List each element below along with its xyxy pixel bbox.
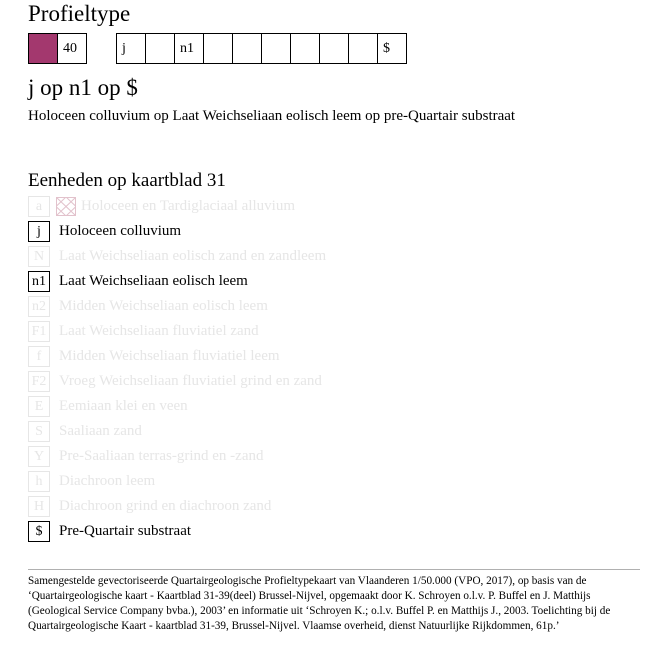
profile-cell-7 bbox=[290, 33, 320, 64]
unit-row bbox=[28, 221, 181, 241]
profile-strip bbox=[28, 33, 407, 63]
unit-row bbox=[28, 246, 326, 266]
profile-cell-2 bbox=[145, 33, 175, 64]
profile-color-swatch bbox=[28, 33, 58, 64]
unit-code-box: $ bbox=[28, 521, 50, 542]
unit-code-box: H bbox=[28, 496, 50, 517]
unit-code-box: F2 bbox=[28, 371, 50, 392]
unit-row bbox=[28, 421, 142, 441]
unit-label: Laat Weichseliaan fluviatiel zand bbox=[59, 322, 259, 339]
profile-number-cell bbox=[57, 33, 87, 64]
profile-description: Holoceen colluvium op Laat Weichseliaan eolisch leem op pre-Quartair substraat bbox=[28, 108, 516, 124]
unit-row bbox=[28, 296, 268, 316]
hatch-pattern-icon bbox=[56, 197, 76, 216]
unit-label: Eemiaan klei en veen bbox=[59, 397, 188, 414]
unit-code-box: n1 bbox=[28, 271, 50, 292]
profile-cell-label: $ bbox=[383, 41, 390, 56]
unit-row bbox=[28, 196, 295, 216]
unit-row bbox=[28, 321, 259, 341]
unit-code-box: h bbox=[28, 471, 50, 492]
unit-row bbox=[28, 346, 280, 366]
unit-label: Holoceen colluvium bbox=[59, 222, 182, 239]
unit-code-box: f bbox=[28, 346, 50, 367]
page-title: Profieltype bbox=[28, 1, 131, 26]
unit-row bbox=[28, 371, 322, 391]
unit-code-box: N bbox=[28, 246, 50, 267]
unit-label: Midden Weichseliaan fluviatiel leem bbox=[59, 347, 280, 364]
profile-cell-4 bbox=[203, 33, 233, 64]
unit-label: Vroeg Weichseliaan fluviatiel grind en zand bbox=[59, 372, 322, 389]
profile-cell-6 bbox=[261, 33, 291, 64]
profile-number: 40 bbox=[63, 41, 77, 56]
unit-code-box: n2 bbox=[28, 296, 50, 317]
unit-label: Diachroon grind en diachroon zand bbox=[59, 497, 272, 514]
unit-code-box: F1 bbox=[28, 321, 50, 342]
unit-label: Diachroon leem bbox=[59, 472, 156, 489]
unit-row bbox=[28, 496, 271, 516]
profile-cell-5 bbox=[232, 33, 262, 64]
unit-row bbox=[28, 471, 155, 491]
unit-label: Pre-Saaliaan terras-grind en -zand bbox=[59, 447, 264, 464]
profile-cell-1 bbox=[116, 33, 146, 64]
unit-row bbox=[28, 396, 188, 416]
unit-row bbox=[28, 521, 191, 541]
profile-cell-8 bbox=[319, 33, 349, 64]
unit-label: Midden Weichseliaan eolisch leem bbox=[59, 297, 268, 314]
unit-label: Holoceen en Tardiglaciaal alluvium bbox=[81, 197, 296, 214]
unit-row bbox=[28, 271, 248, 291]
unit-label: Laat Weichseliaan eolisch zand en zandleem bbox=[59, 247, 327, 264]
profile-cell-10 bbox=[377, 33, 407, 64]
unit-code-box: Y bbox=[28, 446, 50, 467]
profile-cell-3 bbox=[174, 33, 204, 64]
unit-code-box: E bbox=[28, 396, 50, 417]
footer-citation: Samengestelde gevectoriseerde Quartairgeologische Profieltypekaart van Vlaanderen 1/50.000 (VPO, 2017), op basis van de ‘Quartairgeologische kaart - Kaartblad 31-39(deel) Brussel-Nijvel, opgemaakt door K. Schroyen o.l.v. P. Buffel en J. Matthijs (Geological Service Company bvba.), 2003’ en informatie uit ‘Schroyen K.; o.l.v. Buffel P. en Matthijs J., 2003. Toelichting bij de Quartairgeologische Kaart - kaartblad 31-39, Brussel-Nijvel. Vlaamse overheid, dienst Natuurlijke Rijkdommen, 61p.’ bbox=[28, 575, 611, 632]
unit-row bbox=[28, 446, 264, 466]
profile-code-heading: j op n1 op $ bbox=[28, 75, 138, 100]
unit-label: Saaliaan zand bbox=[59, 422, 142, 439]
profile-cell-label: n1 bbox=[180, 41, 194, 56]
unit-label: Laat Weichseliaan eolisch leem bbox=[59, 272, 248, 289]
profile-cell-label: j bbox=[122, 41, 126, 56]
unit-code-box: j bbox=[28, 221, 50, 242]
unit-code-box: S bbox=[28, 421, 50, 442]
unit-code-box: a bbox=[28, 196, 50, 217]
units-heading: Eenheden op kaartblad 31 bbox=[28, 170, 226, 191]
footer-divider bbox=[28, 569, 640, 570]
unit-label: Pre-Quartair substraat bbox=[59, 522, 192, 539]
profile-cell-9 bbox=[348, 33, 378, 64]
